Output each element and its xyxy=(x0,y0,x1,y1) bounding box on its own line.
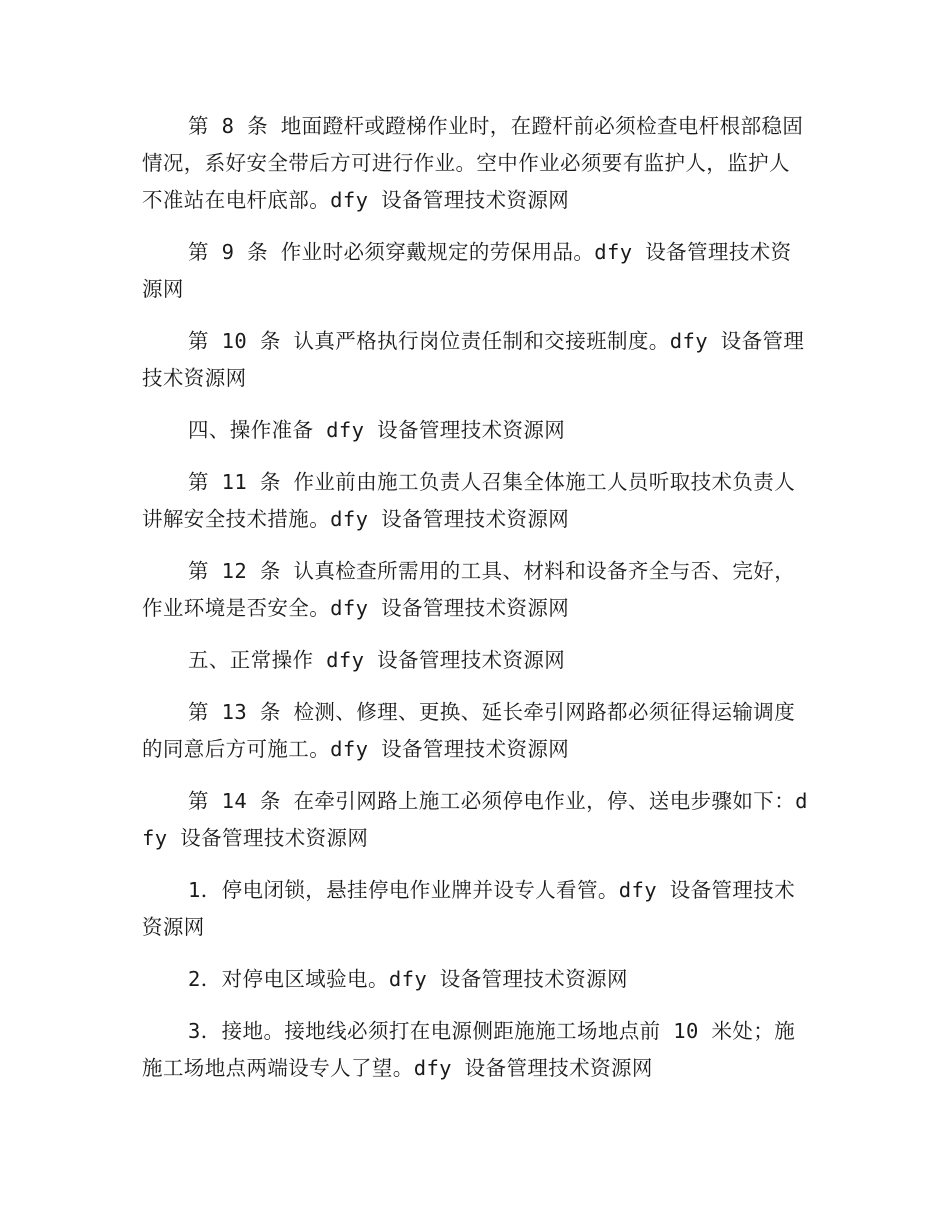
document-page xyxy=(142,108,808,1102)
list-item-step-1: 1．停电闭锁，悬挂停电作业牌并设专人看管。dfy 设备管理技术资源网 xyxy=(142,878,796,939)
paragraph-article-11: 第 11 条 作业前由施工负责人召集全体施工人员听取技术负责人讲解安全技术措施。dfy 设备管理技术资源网 xyxy=(142,470,796,531)
paragraph-article-13: 第 13 条 检测、修理、更换、延长牵引网路都必须征得运输调度的同意后方可施工。dfy 设备管理技术资源网 xyxy=(142,700,796,761)
paragraph-article-9: 第 9 条 作业时必须穿戴规定的劳保用品。dfy 设备管理技术资源网 xyxy=(142,240,792,301)
paragraph-article-8: 第 8 条 地面蹬杆或蹬梯作业时，在蹬杆前必须检查电杆根部稳固情况，系好安全带后方可进行作业。空中作业必须要有监护人，监护人不准站在电杆底部。dfy 设备管理技术资源网 xyxy=(142,114,804,212)
paragraph-article-10: 第 10 条 认真严格执行岗位责任制和交接班制度。dfy 设备管理技术资源网 xyxy=(142,329,805,390)
section-heading-operation-preparation: 四、操作准备 dfy 设备管理技术资源网 xyxy=(188,418,566,442)
list-item-step-2: 2．对停电区域验电。dfy 设备管理技术资源网 xyxy=(188,967,628,991)
list-item-step-3: 3．接地。接地线必须打在电源侧距施施工场地点前 10 米处；施施工场地点两端设专人了望。dfy 设备管理技术资源网 xyxy=(142,1019,796,1080)
paragraph-article-14: 第 14 条 在牵引网路上施工必须停电作业，停、送电步骤如下：dfy 设备管理技术资源网 xyxy=(142,789,808,850)
paragraph-article-12: 第 12 条 认真检查所需用的工具、材料和设备齐全与否、完好，作业环境是否安全。dfy 设备管理技术资源网 xyxy=(142,559,796,620)
section-heading-normal-operation: 五、正常操作 dfy 设备管理技术资源网 xyxy=(188,648,566,672)
